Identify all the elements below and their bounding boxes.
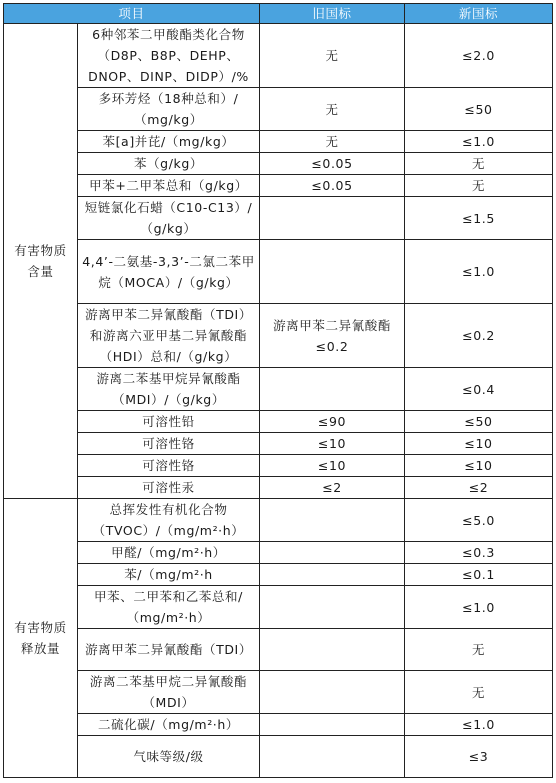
item-cell: 可溶性铬 xyxy=(78,433,260,455)
standards-comparison-table xyxy=(3,3,553,778)
table-row xyxy=(4,564,553,586)
old-standard-cell xyxy=(260,736,405,778)
new-standard-cell: ≤1.5 xyxy=(405,197,553,240)
new-standard-cell: ≤0.1 xyxy=(405,564,553,586)
item-cell: 短链氯化石蜡（C10-C13）/（g/kg） xyxy=(78,197,260,240)
item-cell: 多环芳烃（18种总和）/（mg/kg） xyxy=(78,88,260,131)
table-row xyxy=(4,736,553,778)
item-cell: 苯（g/kg） xyxy=(78,153,260,175)
old-standard-cell xyxy=(260,240,405,304)
old-standard-cell: ≤10 xyxy=(260,433,405,455)
new-standard-cell: ≤2.0 xyxy=(405,24,553,88)
new-standard-cell: ≤0.3 xyxy=(405,542,553,564)
table-row xyxy=(4,433,553,455)
item-cell: 游离甲苯二异氰酸酯（TDI） xyxy=(78,629,260,671)
old-standard-cell xyxy=(260,197,405,240)
old-standard-cell xyxy=(260,564,405,586)
item-cell: 二硫化碳/（mg/m²·h） xyxy=(78,714,260,736)
table-header-row xyxy=(4,4,553,24)
new-standard-cell: ≤10 xyxy=(405,433,553,455)
table-row xyxy=(4,24,553,88)
table-row xyxy=(4,304,553,368)
old-standard-cell xyxy=(260,499,405,542)
old-standard-cell xyxy=(260,714,405,736)
table-row xyxy=(4,629,553,671)
table-row xyxy=(4,88,553,131)
item-cell: 可溶性汞 xyxy=(78,477,260,499)
new-standard-cell: ≤50 xyxy=(405,411,553,433)
category-release: 有害物质释放量 xyxy=(4,499,78,778)
item-cell: 游离甲苯二异氰酸酯（TDI）和游离六亚甲基二异氰酸酯（HDI）总和/（g/kg） xyxy=(78,304,260,368)
new-standard-cell: ≤1.0 xyxy=(405,586,553,629)
old-standard-cell: ≤2 xyxy=(260,477,405,499)
table-row xyxy=(4,671,553,714)
table-row xyxy=(4,477,553,499)
table-row xyxy=(4,240,553,304)
item-cell: 甲醛/（mg/m²·h） xyxy=(78,542,260,564)
item-cell: 甲苯+二甲苯总和（g/kg） xyxy=(78,175,260,197)
old-standard-cell: ≤10 xyxy=(260,455,405,477)
item-cell: 可溶性铬 xyxy=(78,455,260,477)
new-standard-cell: ≤3 xyxy=(405,736,553,778)
table-body xyxy=(4,24,553,778)
new-standard-cell: ≤1.0 xyxy=(405,131,553,153)
old-standard-cell: ≤0.05 xyxy=(260,153,405,175)
item-cell: 气味等级/级 xyxy=(78,736,260,778)
table-row xyxy=(4,368,553,411)
table-row xyxy=(4,455,553,477)
new-standard-cell: 无 xyxy=(405,153,553,175)
old-standard-cell: 无 xyxy=(260,88,405,131)
new-standard-cell: 无 xyxy=(405,175,553,197)
item-cell: 苯[a]并芘/（mg/kg） xyxy=(78,131,260,153)
table-row xyxy=(4,153,553,175)
item-cell: 游离二苯基甲烷二异氰酸酯（MDI） xyxy=(78,671,260,714)
old-standard-cell: 无 xyxy=(260,24,405,88)
item-cell: 可溶性铅 xyxy=(78,411,260,433)
category-content: 有害物质含量 xyxy=(4,24,78,499)
item-cell: 苯/（mg/m²·h xyxy=(78,564,260,586)
old-standard-cell: ≤0.05 xyxy=(260,175,405,197)
old-standard-cell xyxy=(260,629,405,671)
new-standard-cell: ≤0.4 xyxy=(405,368,553,411)
new-standard-cell: ≤50 xyxy=(405,88,553,131)
item-cell: 6种邻苯二甲酸酯类化合物（D8P、B8P、DEHP、DNOP、DINP、DIDP）/% xyxy=(78,24,260,88)
table-row xyxy=(4,197,553,240)
item-cell: 游离二苯基甲烷异氰酸酯（MDI）/（g/kg） xyxy=(78,368,260,411)
new-standard-cell: ≤1.0 xyxy=(405,240,553,304)
item-cell: 4,4’-二氨基-3,3’-二氯二苯甲烷（MOCA）/（g/kg） xyxy=(78,240,260,304)
new-standard-cell: ≤2 xyxy=(405,477,553,499)
header-old-standard: 旧国标 xyxy=(260,4,405,24)
table-row xyxy=(4,714,553,736)
table-row xyxy=(4,542,553,564)
new-standard-cell: ≤1.0 xyxy=(405,714,553,736)
table-row xyxy=(4,175,553,197)
table-row xyxy=(4,411,553,433)
new-standard-cell: 无 xyxy=(405,629,553,671)
header-new-standard: 新国标 xyxy=(405,4,553,24)
new-standard-cell: ≤0.2 xyxy=(405,304,553,368)
old-standard-cell xyxy=(260,586,405,629)
old-standard-cell xyxy=(260,542,405,564)
old-standard-cell: ≤90 xyxy=(260,411,405,433)
table-row xyxy=(4,131,553,153)
table-row xyxy=(4,499,553,542)
table-row xyxy=(4,586,553,629)
old-standard-cell xyxy=(260,671,405,714)
old-standard-cell xyxy=(260,368,405,411)
header-item: 项目 xyxy=(4,4,260,24)
item-cell: 甲苯、二甲苯和乙苯总和/（mg/m²·h） xyxy=(78,586,260,629)
new-standard-cell: 无 xyxy=(405,671,553,714)
new-standard-cell: ≤10 xyxy=(405,455,553,477)
item-cell: 总挥发性有机化合物（TVOC）/（mg/m²·h） xyxy=(78,499,260,542)
old-standard-cell: 游离甲苯二异氰酸酯≤0.2 xyxy=(260,304,405,368)
old-standard-cell: 无 xyxy=(260,131,405,153)
new-standard-cell: ≤5.0 xyxy=(405,499,553,542)
